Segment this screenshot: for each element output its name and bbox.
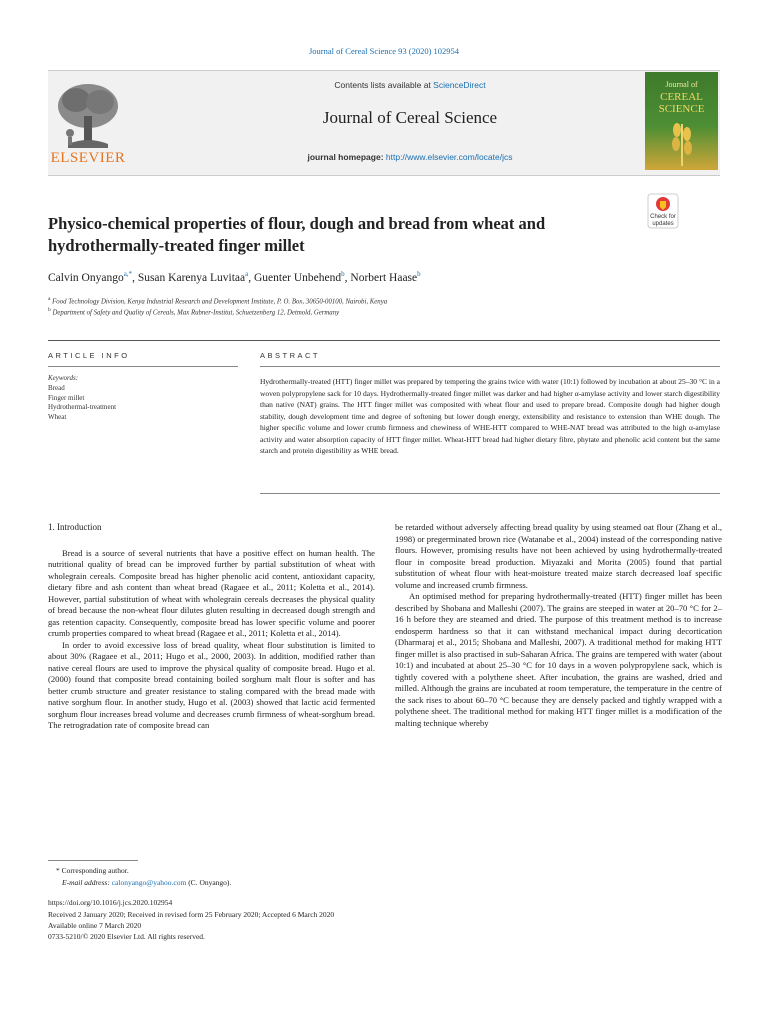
email-line <box>62 877 231 888</box>
copyright-line: 0733-5210/© 2020 Elsevier Ltd. All rights reserved. <box>48 932 205 941</box>
homepage-url-link[interactable]: http://www.elsevier.com/locate/jcs <box>385 152 513 162</box>
email-label: E-mail address: <box>62 878 112 887</box>
author-name[interactable]: Guenter Unbehend <box>253 271 342 284</box>
cover-line2: CEREAL <box>660 91 703 103</box>
journal-cover-image[interactable] <box>645 72 718 170</box>
article-title: Physico-chemical properties of flour, dough and bread from wheat and hydrothermally-treated finger millet <box>48 214 546 255</box>
section-heading-introduction: 1. Introduction <box>48 522 102 532</box>
cover-line3: SCIENCE <box>658 103 705 115</box>
article-info-heading: ARTICLE INFO <box>48 351 130 360</box>
body-paragraph: be retarded without adversely affecting bread quality by using steamed oat flour (Zhang et al., 1998) or pregerminated brown rice (Watanabe et al., 2004) instead of the corresponding native flours. However, promising results have not been achieved by using hydrothermally-treated flour in composite bread production. Miyazaki and Morita (2005) found that partial substitution of wheat flour with heat-moisture treated maize starch decreased loaf specific volume and increased crumb firmness. <box>395 522 722 590</box>
abstract-heading: ABSTRACT <box>260 351 321 360</box>
header-divider <box>48 340 720 341</box>
wheat-icon <box>665 118 699 166</box>
keyword-item: Finger millet <box>48 393 85 402</box>
body-paragraph: Bread is a source of several nutrients that have a positive effect on human health. The nutritional quality of bread can be improved further by partial substitution of wheat with wholegrain cereals. Composite bread has higher phenolic acid content, antioxidant capacity, dietary fibre and ash content than wheat bread (Ragaee et al., 2011; Koletta et al., 2014). However, partial substitution of wheat with wholegrain cereals decreases the physical quality of bread because the non-wheat flour dilutes gluten resulting in decreased dough strength and gas retention capacity. Consequently, composite bread has lower specific volume and poorer crumb properties compared to wheat bread (Ragaee et al., 2011; Koletta et al., 2014). <box>48 547 375 638</box>
author-affiliation-mark[interactable]: a <box>245 270 249 278</box>
journal-citation-link[interactable]: Journal of Cereal Science 93 (2020) 102954 <box>308 46 460 56</box>
journal-title: Journal of Cereal Science <box>322 108 498 127</box>
email-link[interactable]: calonyango@yahoo.com <box>111 878 187 887</box>
body-right-column <box>395 522 722 729</box>
cover-title <box>645 78 718 115</box>
contents-prefix: Contents lists available at <box>334 80 434 90</box>
author-list: Calvin Onyango$^{a,*}$, Susan Karenya Luvitaa$^a$, Guenter Unbehend$^b$, Norbert Haase$^b$ <box>48 270 421 284</box>
contents-available-line <box>230 80 590 90</box>
affiliation-a <box>48 296 708 305</box>
affiliation-mark: a <box>48 296 51 302</box>
author-name[interactable]: Norbert Haase <box>350 271 418 284</box>
author-name[interactable]: Calvin Onyango <box>48 271 124 284</box>
affiliation-mark: b <box>48 307 51 313</box>
author-affiliation-mark[interactable]: b <box>341 270 345 278</box>
received-dates: Received 2 January 2020; Received in revised form 25 February 2020; Accepted 6 March 2020 <box>48 910 335 919</box>
abstract-text: Hydrothermally-treated (HTT) finger millet was prepared by tempering the grains twice with water (10:1) followed by incubation at about 25–30 °C in a woven polypropylene sack for 10 days. Hydrothermally-treated finger millet was darker and had higher α-amylase activity and lower starch digestibility than native (NAT) grains. The HTT finger millet was composited with wheat flour and used to prepare bread. Composite dough had higher dough stability, dough development time and degree of softening but lower dough energy, extensibility and resistance to extension than WHE dough. The higher specific volume and lower crumb firmness and chewiness of WHE-HTT compared to WHE-NAT bread was attributed to the high α-amylase activity and water absorption capacity of HTT finger millet. Wheat-HTT bread had higher dietary fibre, phytate and phenolic acid content but the same starch and protein digestibility as WHE bread. <box>260 377 720 455</box>
corresponding-author-note: * Corresponding author. <box>56 866 129 875</box>
article-info-divider <box>48 366 238 367</box>
affiliation-text: Department of Safety and Quality of Cereals, Max Rubner-Institut, Schuetzenberg 12, Detmold, Germany <box>52 309 340 317</box>
cover-line1: Journal of <box>665 80 698 89</box>
affiliation-text: Food Technology Division, Kenya Industrial Research and Development Institute, P. O. Box, 30650-00100, Nairobi, Kenya <box>52 298 388 306</box>
keyword-item: Wheat <box>48 412 67 421</box>
keyword-item: Hydrothermal-treatment <box>48 403 117 411</box>
author-name[interactable]: Susan Karenya Luvitaa <box>137 271 246 284</box>
body-paragraph: In order to avoid excessive loss of bread quality, wheat flour substitution is limited to about 30% (Ragaee et al., 2011; Hugo et al., 2000, 2003). In addition, modified rather than native cereal flours are used to improve the physical quality of composite bread. Hugo et al. (2000) found that composite bread containing boiled sorghum malt flour is softer and has better crumb structure and greater resistance to staling compared with the bread made with native sorghum flour. In another study, Hugo et al. (2003) showed that lactic acid fermented sorghum flour increases bread volume and decreases crumb firmness of wheat-sorghum bread. The retrogradation rate of composite bread can <box>48 639 375 730</box>
keywords-label: Keywords: <box>48 374 79 382</box>
body-left-column <box>48 522 375 732</box>
keyword-item: Bread <box>48 384 65 392</box>
author-affiliation-mark[interactable]: b <box>417 270 421 278</box>
check-for-updates-label[interactable]: Check for updates <box>650 214 676 227</box>
footnote-divider <box>48 860 138 861</box>
journal-homepage-line <box>230 152 590 162</box>
elsevier-wordmark: ELSEVIER <box>50 150 126 166</box>
affiliation-b <box>48 307 708 316</box>
homepage-label: journal homepage: <box>307 152 386 162</box>
doi-link[interactable]: https://doi.org/10.1016/j.jcs.2020.102954 <box>48 898 173 907</box>
available-online-date: Available online 7 March 2020 <box>48 921 142 930</box>
abstract-bottom-divider <box>260 493 720 494</box>
keywords-list <box>48 384 116 422</box>
email-suffix: (C. Onyango). <box>186 878 232 887</box>
body-paragraph: An optimised method for preparing hydrothermally-treated (HTT) finger millet has been described by Shobana and Malleshi (2007). The grains are steeped in water at 20–70 °C for 2–16 h before they are steamed and dried. The purpose of this treatment method is to increase endosperm hardness so that it can withstand mechanical impact during decortication (Dharmaraj et al., 2015; Shobana and Malleshi, 2007). A traditional method for making HTT finger millet is also practised in sub-Saharan Africa. The grains are tempered with water (about 10:1) and incubated at about 25–30 °C for 10 days in a woven polypropylene sack, which is tightly covered with a polythene sheet. After incubation, the grains are washed, dried and milled. Although the grains are incubated at room temperature, the temperature in the centre of the sack rises to about 60–70 °C because they are densely packed and tightly wrapped with a polythene sheet. The traditional method for making HTT finger millet is a modification of the malting technique whereby <box>395 591 723 728</box>
sciencedirect-link[interactable]: ScienceDirect <box>433 80 486 90</box>
abstract-divider <box>260 366 720 367</box>
author-affiliation-mark[interactable]: a,* <box>123 270 133 278</box>
